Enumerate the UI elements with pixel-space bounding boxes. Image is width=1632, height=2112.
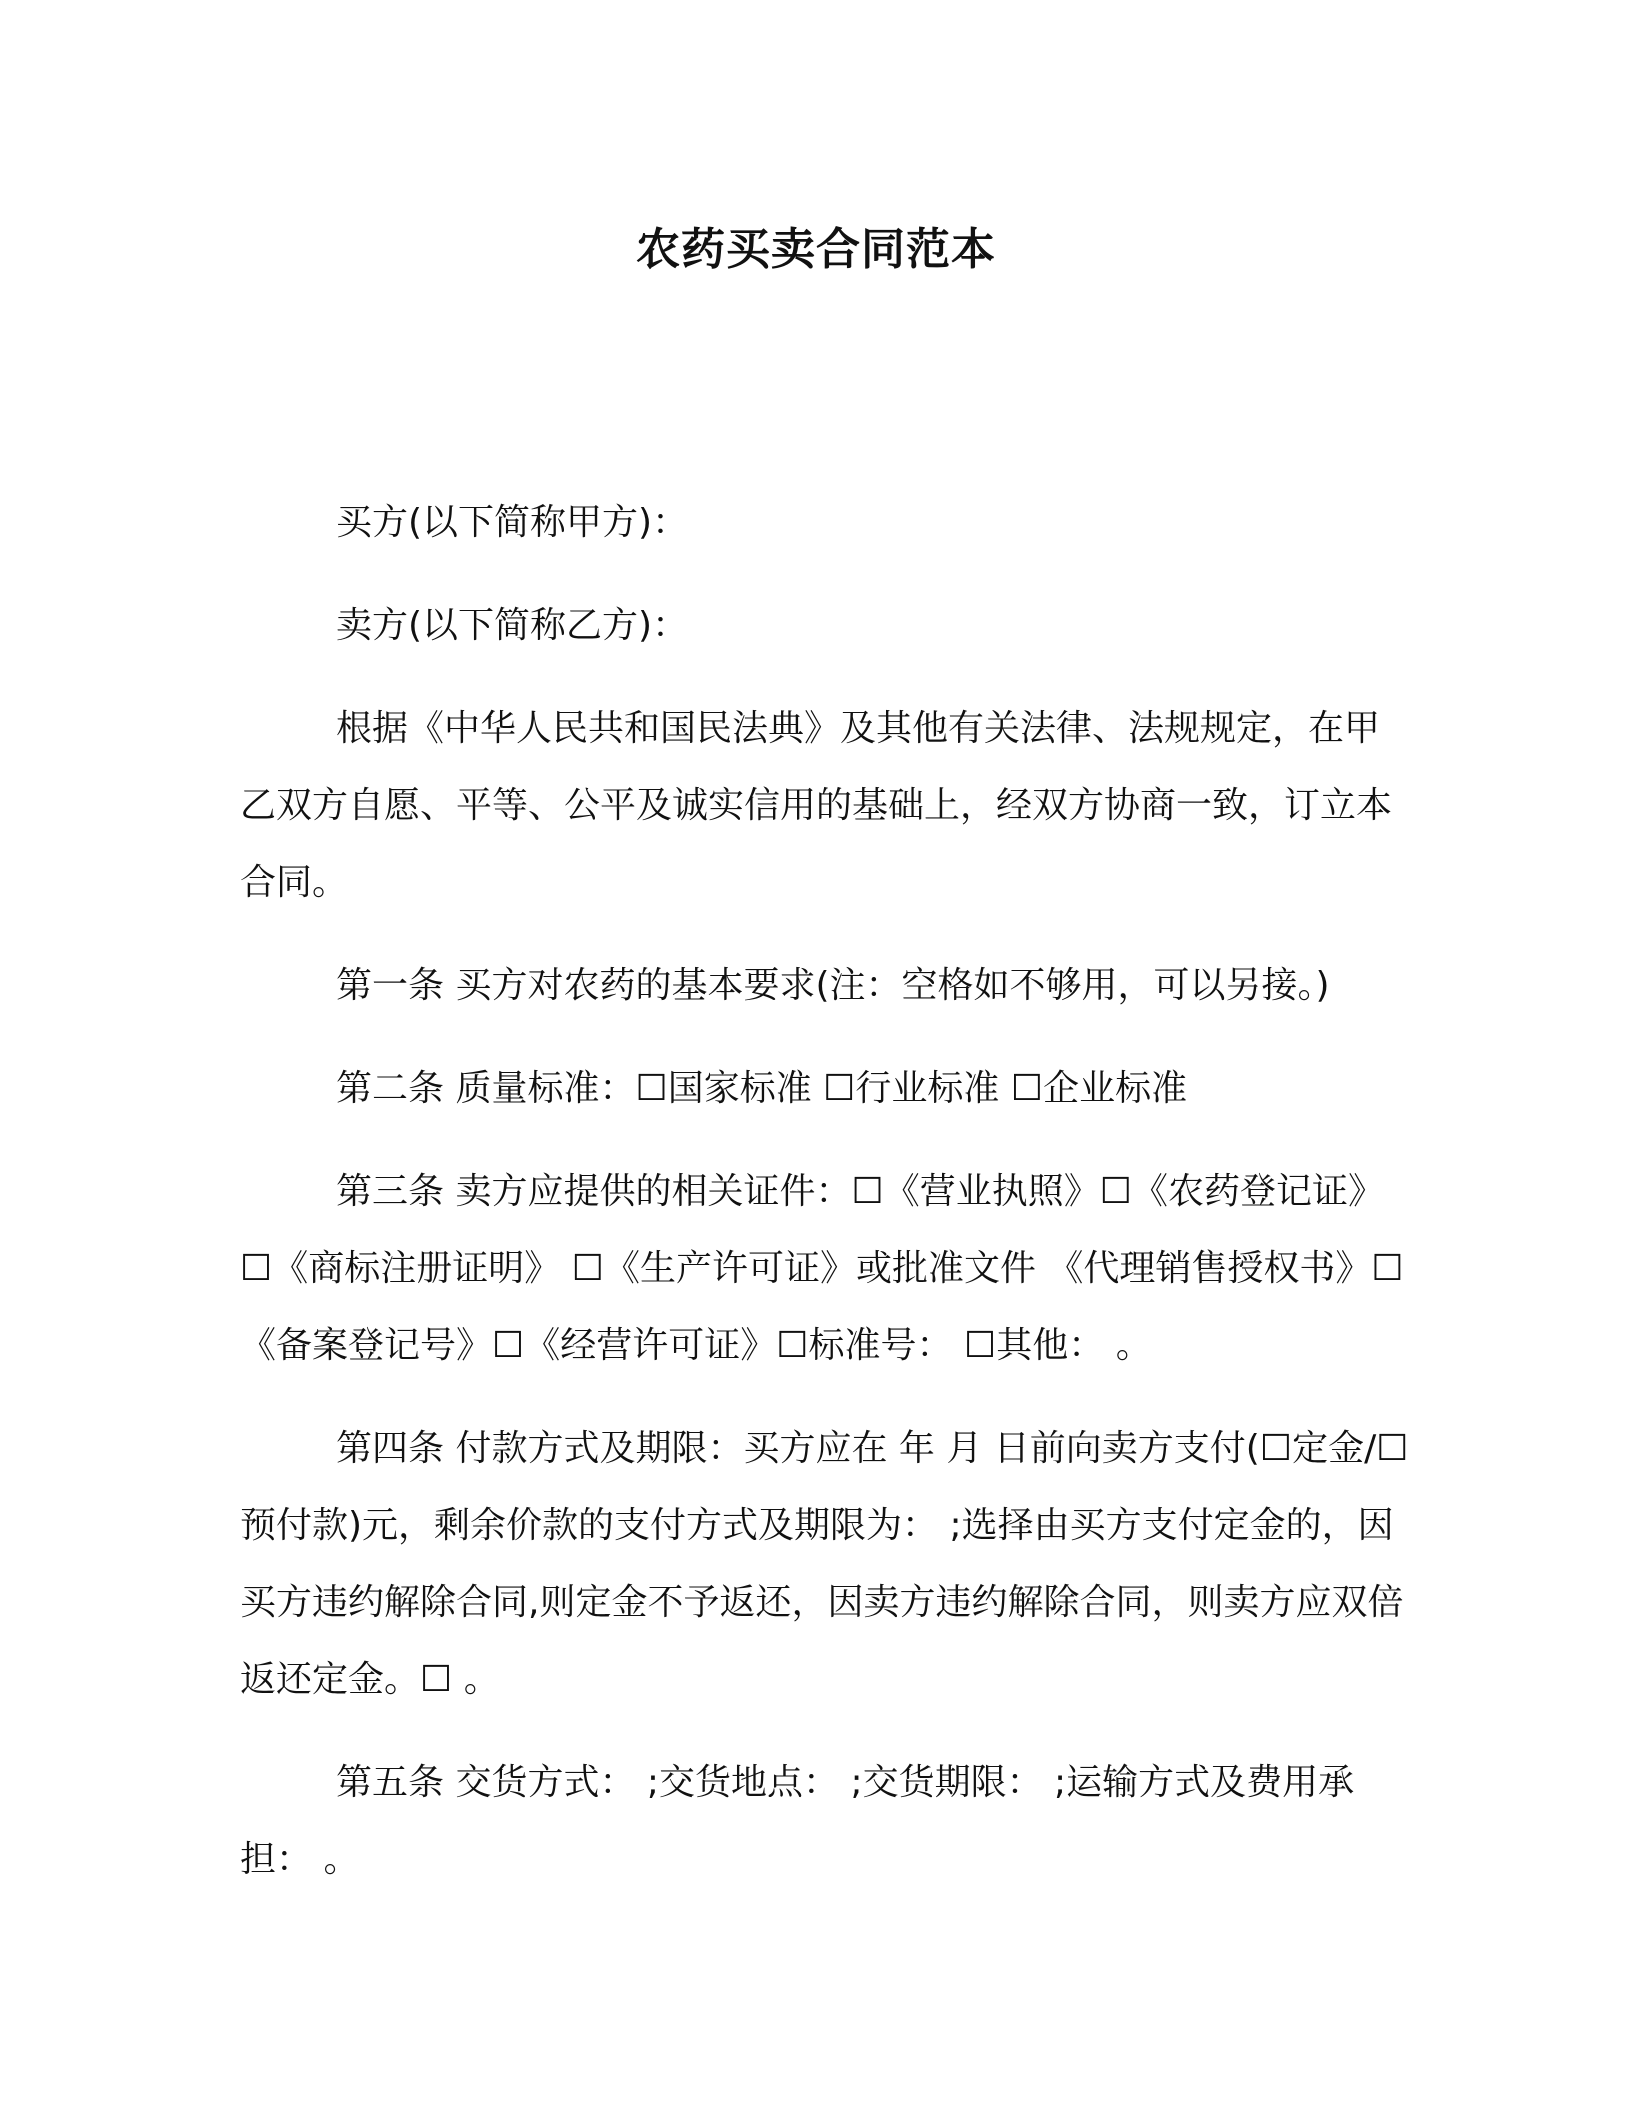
paragraph-seller: 卖方(以下简称乙方)： [336,605,689,646]
paragraph-buyer: 买方(以下简称甲方)： [336,502,689,543]
paragraph-article-4: 第四条 付款方式及期限：买方应在 年 月 日前向卖方支付(☐定金/☐预付款)元，剩余价款的支付方式及期限为： ;选择由买方支付定金的，因买方违约解除合同,则定金不予返还，因卖方违约解除合同，则卖方应双倍返还定金。☐ 。 [240,1428,1409,1700]
paragraph-article-1: 第一条 买方对农药的基本要求(注：空格如不够用，可以另接。) [336,965,1330,1006]
paragraph-article-5: 第五条 交货方式： ;交货地点： ;交货期限： ;运输方式及费用承担： 。 [240,1762,1355,1880]
paragraph-article-2: 第二条 质量标准：☐国家标准 ☐行业标准 ☐企业标准 [336,1068,1188,1109]
document-title: 农药买卖合同范本 [636,224,996,275]
paragraph-preamble: 根据《中华人民共和国民法典》及其他有关法律、法规规定，在甲乙双方自愿、平等、公平及诚实信用的基础上，经双方协商一致，订立本合同。 [240,708,1393,903]
document-body [240,484,1410,1924]
paragraph-article-3: 第三条 卖方应提供的相关证件：☐《营业执照》☐《农药登记证》☐《商标注册证明》 ☐《生产许可证》或批准文件 《代理销售授权书》☐《备案登记号》☐《经营许可证》☐标准号： ☐其他： 。 [240,1171,1404,1366]
